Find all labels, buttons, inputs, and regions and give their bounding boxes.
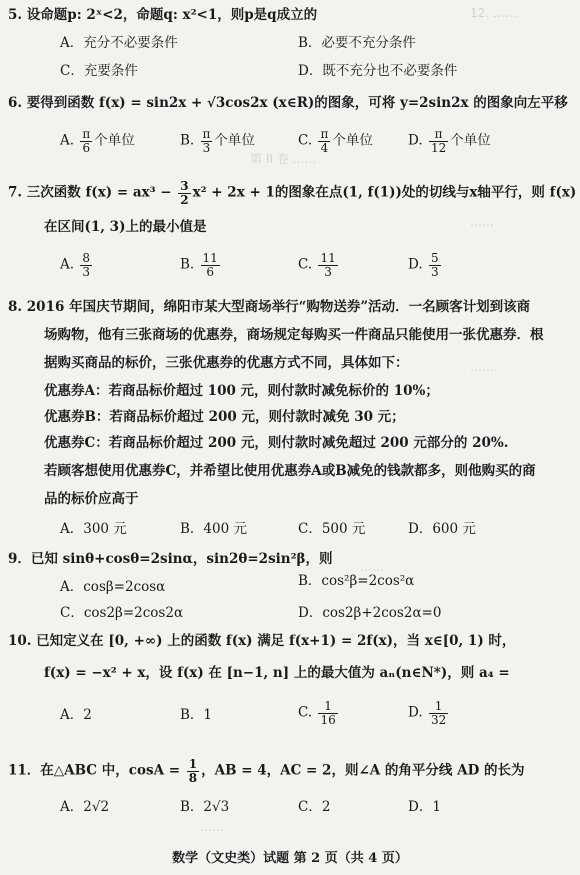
- q6-stem: 6. 要得到函数 f(x) = sin2x + √3cos2x (x∈R)的图象，可将 y=2sin2x 的图象向左平移: [8, 95, 568, 111]
- fraction-denominator: 8: [188, 770, 198, 785]
- q7-stem-suffix: x² + 2x + 1的图象在点(1, f(1))处的切线与x轴平行，则 f(x): [192, 184, 577, 201]
- page-footer: 数学（文史类）试题 第 2 页（共 4 页）: [172, 851, 408, 866]
- fraction-denominator: 3: [430, 264, 439, 279]
- q7-option-c: [298, 252, 340, 278]
- q6-option-a: [60, 128, 135, 154]
- q9-option-c: C．cos2β=2cos2α: [60, 605, 184, 621]
- q8-option-c: C．500 元: [298, 521, 366, 537]
- q8-coupon-b: 优惠券B：若商品标价超过 200 元，则付款时减免 30 元；: [44, 409, 405, 425]
- q5-option-c: C．充要条件: [60, 63, 138, 79]
- q8-line2: 场购物，他有三张商场的优惠券，商场规定每购买一件商品只能使用一张优惠券．根: [44, 327, 544, 343]
- q6-option-c-fraction: [318, 128, 330, 154]
- q6-option-d-label: D.: [408, 132, 423, 149]
- q9-stem: 9．已知 sinθ+cosθ=2sinα，sin2θ=2sin²β，则: [8, 551, 333, 567]
- fraction-numerator: 1: [429, 700, 448, 714]
- q10-option-d-fraction: [429, 700, 448, 726]
- q6-option-a-label: A.: [60, 132, 75, 149]
- q7-option-b-label: B.: [180, 256, 195, 273]
- fraction-denominator: 6: [82, 140, 91, 155]
- q8-option-d: D．600 元: [408, 521, 476, 537]
- fraction-numerator: π: [320, 127, 329, 141]
- q7-option-b: [180, 252, 222, 278]
- q7-stem-fraction: [178, 180, 190, 206]
- q8-line5: 品的标价应高于: [44, 491, 139, 507]
- fraction-denominator: 12: [430, 140, 447, 155]
- q11-stem: [8, 758, 525, 784]
- q7-stem-prefix: 7. 三次函数 f(x) = ax³ −: [8, 184, 172, 201]
- q11-option-c: C．2: [298, 799, 331, 815]
- q10-line2: f(x) = −x² + x，设 f(x) 在 [n−1, n] 上的最大值为 aₙ(n∈N*)，则 a₄ =: [44, 665, 510, 681]
- q7-option-c-label: C.: [298, 256, 313, 273]
- fraction-numerator: 5: [430, 251, 439, 265]
- q9-option-a: A．cosβ=2cosα: [60, 579, 166, 595]
- fraction-denominator: 3: [202, 140, 211, 155]
- q7-stem-line2: 在区间(1, 3)上的最小值是: [44, 219, 207, 235]
- fraction-denominator: 2: [180, 192, 189, 207]
- fraction-numerator: π: [429, 128, 448, 142]
- q8-coupon-c: 优惠券C：若商品标价超过 200 元，则付款时减免超过 200 元部分的 20%.: [44, 435, 509, 451]
- q6-option-a-fraction: [80, 128, 92, 154]
- q5-stem: 5. 设命题p: 2ˣ<2，命题q: x²<1，则p是q成立的: [8, 7, 318, 23]
- q6-option-c-label: C.: [298, 132, 313, 149]
- fraction-numerator: 8: [82, 251, 90, 265]
- q8-option-a: A．300 元: [60, 521, 127, 537]
- q6-option-b-label: B.: [180, 132, 195, 149]
- q11-option-d: D．1: [408, 799, 441, 815]
- q8-line4: 若顾客想使用优惠券C，并希望比使用优惠券A或B减免的钱款都多，则他购买的商: [44, 463, 536, 479]
- fraction-numerator: 1: [318, 700, 337, 714]
- q6-option-d-suffix: 个单位: [450, 132, 491, 149]
- q7-option-d-label: D.: [408, 256, 423, 273]
- q10-option-c: [298, 700, 340, 726]
- q10-option-c-fraction: [318, 700, 337, 726]
- fraction-numerator: π: [202, 127, 211, 141]
- q6-option-b-fraction: [201, 128, 213, 154]
- fraction-numerator: 3: [180, 179, 189, 193]
- q6-option-b: [180, 128, 255, 154]
- q5-option-a: A．充分不必要条件: [60, 35, 178, 51]
- q10-option-a: A．2: [60, 707, 92, 723]
- q7-option-a-fraction: [80, 252, 92, 278]
- q11-stem-prefix: 11．在△ABC 中，cosA =: [8, 762, 181, 779]
- bleed-through-text: ……: [360, 560, 384, 574]
- q8-option-b: B．400 元: [180, 521, 247, 537]
- bleed-through-text: 12. ……: [470, 6, 517, 20]
- fraction-numerator: 11: [320, 251, 336, 265]
- q5-option-d: D．既不充分也不必要条件: [298, 63, 458, 79]
- fraction-numerator: 1: [188, 757, 198, 771]
- q11-option-a: A．2√2: [60, 799, 110, 815]
- q5-option-b: B．必要不充分条件: [298, 35, 416, 51]
- q8-line1: 8. 2016 年国庆节期间，绵阳市某大型商场举行“购物送券”活动．一名顾客计划到该商: [8, 299, 531, 315]
- q9-option-d: D．cos2β+2cos2α=0: [298, 605, 442, 621]
- q6-option-c-suffix: 个单位: [332, 132, 373, 149]
- fraction-denominator: 6: [206, 264, 214, 279]
- fraction-numerator: π: [82, 127, 91, 141]
- q7-option-a-label: A.: [60, 256, 75, 273]
- fraction-denominator: 3: [82, 264, 90, 279]
- q10-option-d-label: D.: [408, 704, 423, 721]
- q7-option-b-fraction: [201, 252, 220, 278]
- bleed-through-text: ……: [200, 820, 224, 834]
- q7-option-a: [60, 252, 94, 278]
- fraction-denominator: 4: [320, 140, 329, 155]
- bleed-through-text: ……: [470, 360, 494, 374]
- q10-option-b: B．1: [180, 707, 213, 723]
- q10-line1: 10. 已知定义在 [0, +∞) 上的函数 f(x) 满足 f(x+1) = 2f(x)，当 x∈[0, 1) 时，: [8, 633, 516, 649]
- fraction-denominator: 3: [324, 264, 332, 279]
- q10-option-c-label: C.: [298, 704, 313, 721]
- q8-line3: 据购买商品的标价，三张优惠券的优惠方式不同，具体如下：: [44, 355, 409, 371]
- q6-option-d-fraction: [429, 128, 448, 154]
- q7-option-c-fraction: [318, 252, 337, 278]
- q6-option-c: [298, 128, 373, 154]
- q10-option-d: [408, 700, 450, 726]
- q7-option-d: [408, 252, 443, 278]
- bleed-through-text: ……: [470, 215, 494, 229]
- q11-stem-fraction: [187, 758, 199, 784]
- fraction-denominator: 16: [320, 712, 336, 727]
- q11-option-b: B．2√3: [180, 799, 230, 815]
- q9-option-b: B．cos²β=2cos²α: [298, 573, 415, 589]
- q6-option-d: [408, 128, 491, 154]
- fraction-numerator: 11: [202, 251, 218, 265]
- q8-coupon-a: 优惠券A：若商品标价超过 100 元，则付款时减免标价的 10%；: [44, 383, 439, 399]
- q11-stem-suffix: ，AB = 4，AC = 2，则∠A 的角平分线 AD 的长为: [201, 762, 525, 779]
- q7-stem: [8, 180, 576, 206]
- q7-option-d-fraction: [429, 252, 441, 278]
- fraction-denominator: 32: [430, 712, 447, 727]
- q6-option-b-suffix: 个单位: [214, 132, 255, 149]
- q6-option-a-suffix: 个单位: [94, 132, 135, 149]
- bleed-through-text: 第 II 卷 ……: [250, 152, 317, 166]
